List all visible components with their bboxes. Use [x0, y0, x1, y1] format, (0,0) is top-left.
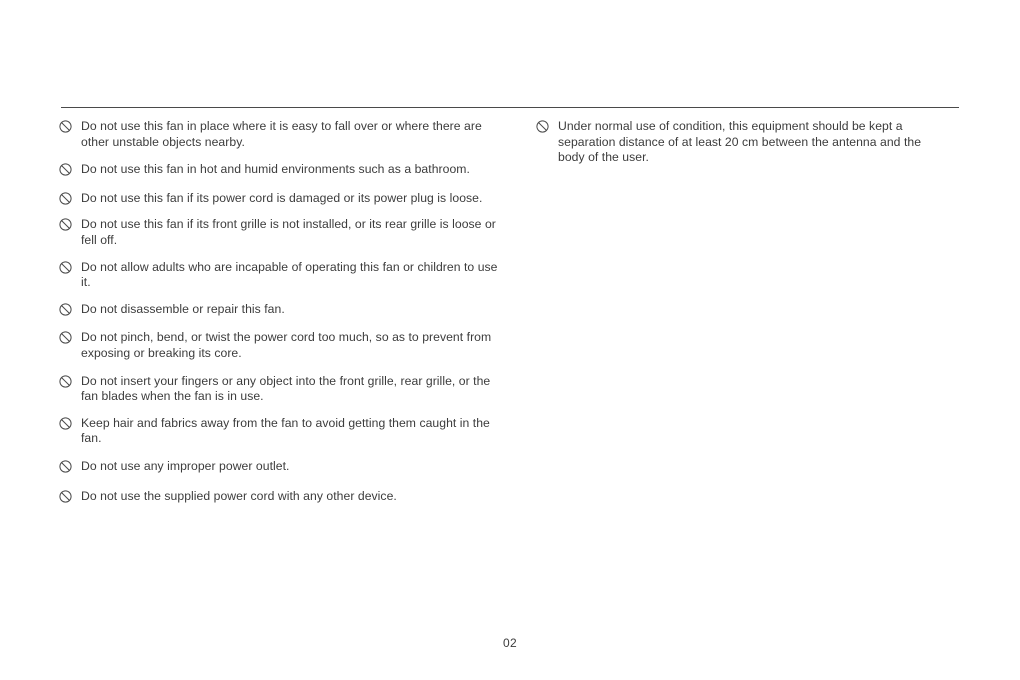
list-item-text: Do not use this fan in place where it is easy to fall over or where there are other unstable objects nearby.: [81, 119, 482, 149]
prohibition-icon: [536, 120, 549, 133]
list-item-text: Do not pinch, bend, or twist the power cord too much, so as to prevent from exposing or breaking its core.: [81, 330, 492, 360]
prohibition-icon: [59, 120, 72, 133]
list-item-text: Under normal use of condition, this equipment should be kept a separation distance of at least 20 cm between the antenna and the body of the user.: [558, 119, 922, 165]
list-item-text: Do not insert your fingers or any object into the front grille, rear grille, or the fan blades when the fan is in use.: [81, 373, 491, 404]
prohibition-icon: [59, 375, 72, 388]
list-item: [59, 330, 505, 361]
list-item-text: Keep hair and fabrics away from the fan to avoid getting them caught in the fan.: [81, 415, 490, 446]
list-item: [59, 217, 505, 248]
prohibition-icon: [59, 331, 72, 344]
prohibition-icon: [59, 261, 72, 274]
list-item: [59, 119, 505, 150]
prohibition-icon: [59, 163, 72, 176]
list-item: [59, 489, 505, 505]
safety-list-right: [536, 119, 936, 166]
prohibition-icon: [59, 303, 72, 316]
safety-list-left: [59, 119, 505, 504]
list-item: [59, 416, 505, 447]
list-item: [59, 302, 505, 318]
list-item: [59, 260, 505, 291]
list-item: [59, 162, 505, 178]
prohibition-icon: [59, 417, 72, 430]
page-number: 02: [503, 636, 517, 650]
list-item-text: Do not use any improper power outlet.: [81, 458, 290, 473]
list-item-text: Do not use this fan if its front grille is not installed, or its rear grille is loose or fell off.: [81, 217, 496, 247]
header-divider: [61, 107, 959, 108]
list-item: [59, 459, 505, 475]
list-item-text: Do not use this fan in hot and humid environments such as a bathroom.: [81, 162, 470, 177]
list-item: [59, 191, 505, 207]
prohibition-icon: [59, 218, 72, 231]
prohibition-icon: [59, 460, 72, 473]
prohibition-icon: [59, 192, 72, 205]
list-item-text: Do not use the supplied power cord with any other device.: [81, 488, 397, 503]
list-item: [59, 374, 505, 405]
prohibition-icon: [59, 490, 72, 503]
list-item-text: Do not allow adults who are incapable of operating this fan or children to use it.: [81, 259, 498, 290]
list-item: [536, 119, 936, 166]
list-item-text: Do not use this fan if its power cord is damaged or its power plug is loose.: [81, 190, 483, 205]
list-item-text: Do not disassemble or repair this fan.: [81, 301, 285, 316]
